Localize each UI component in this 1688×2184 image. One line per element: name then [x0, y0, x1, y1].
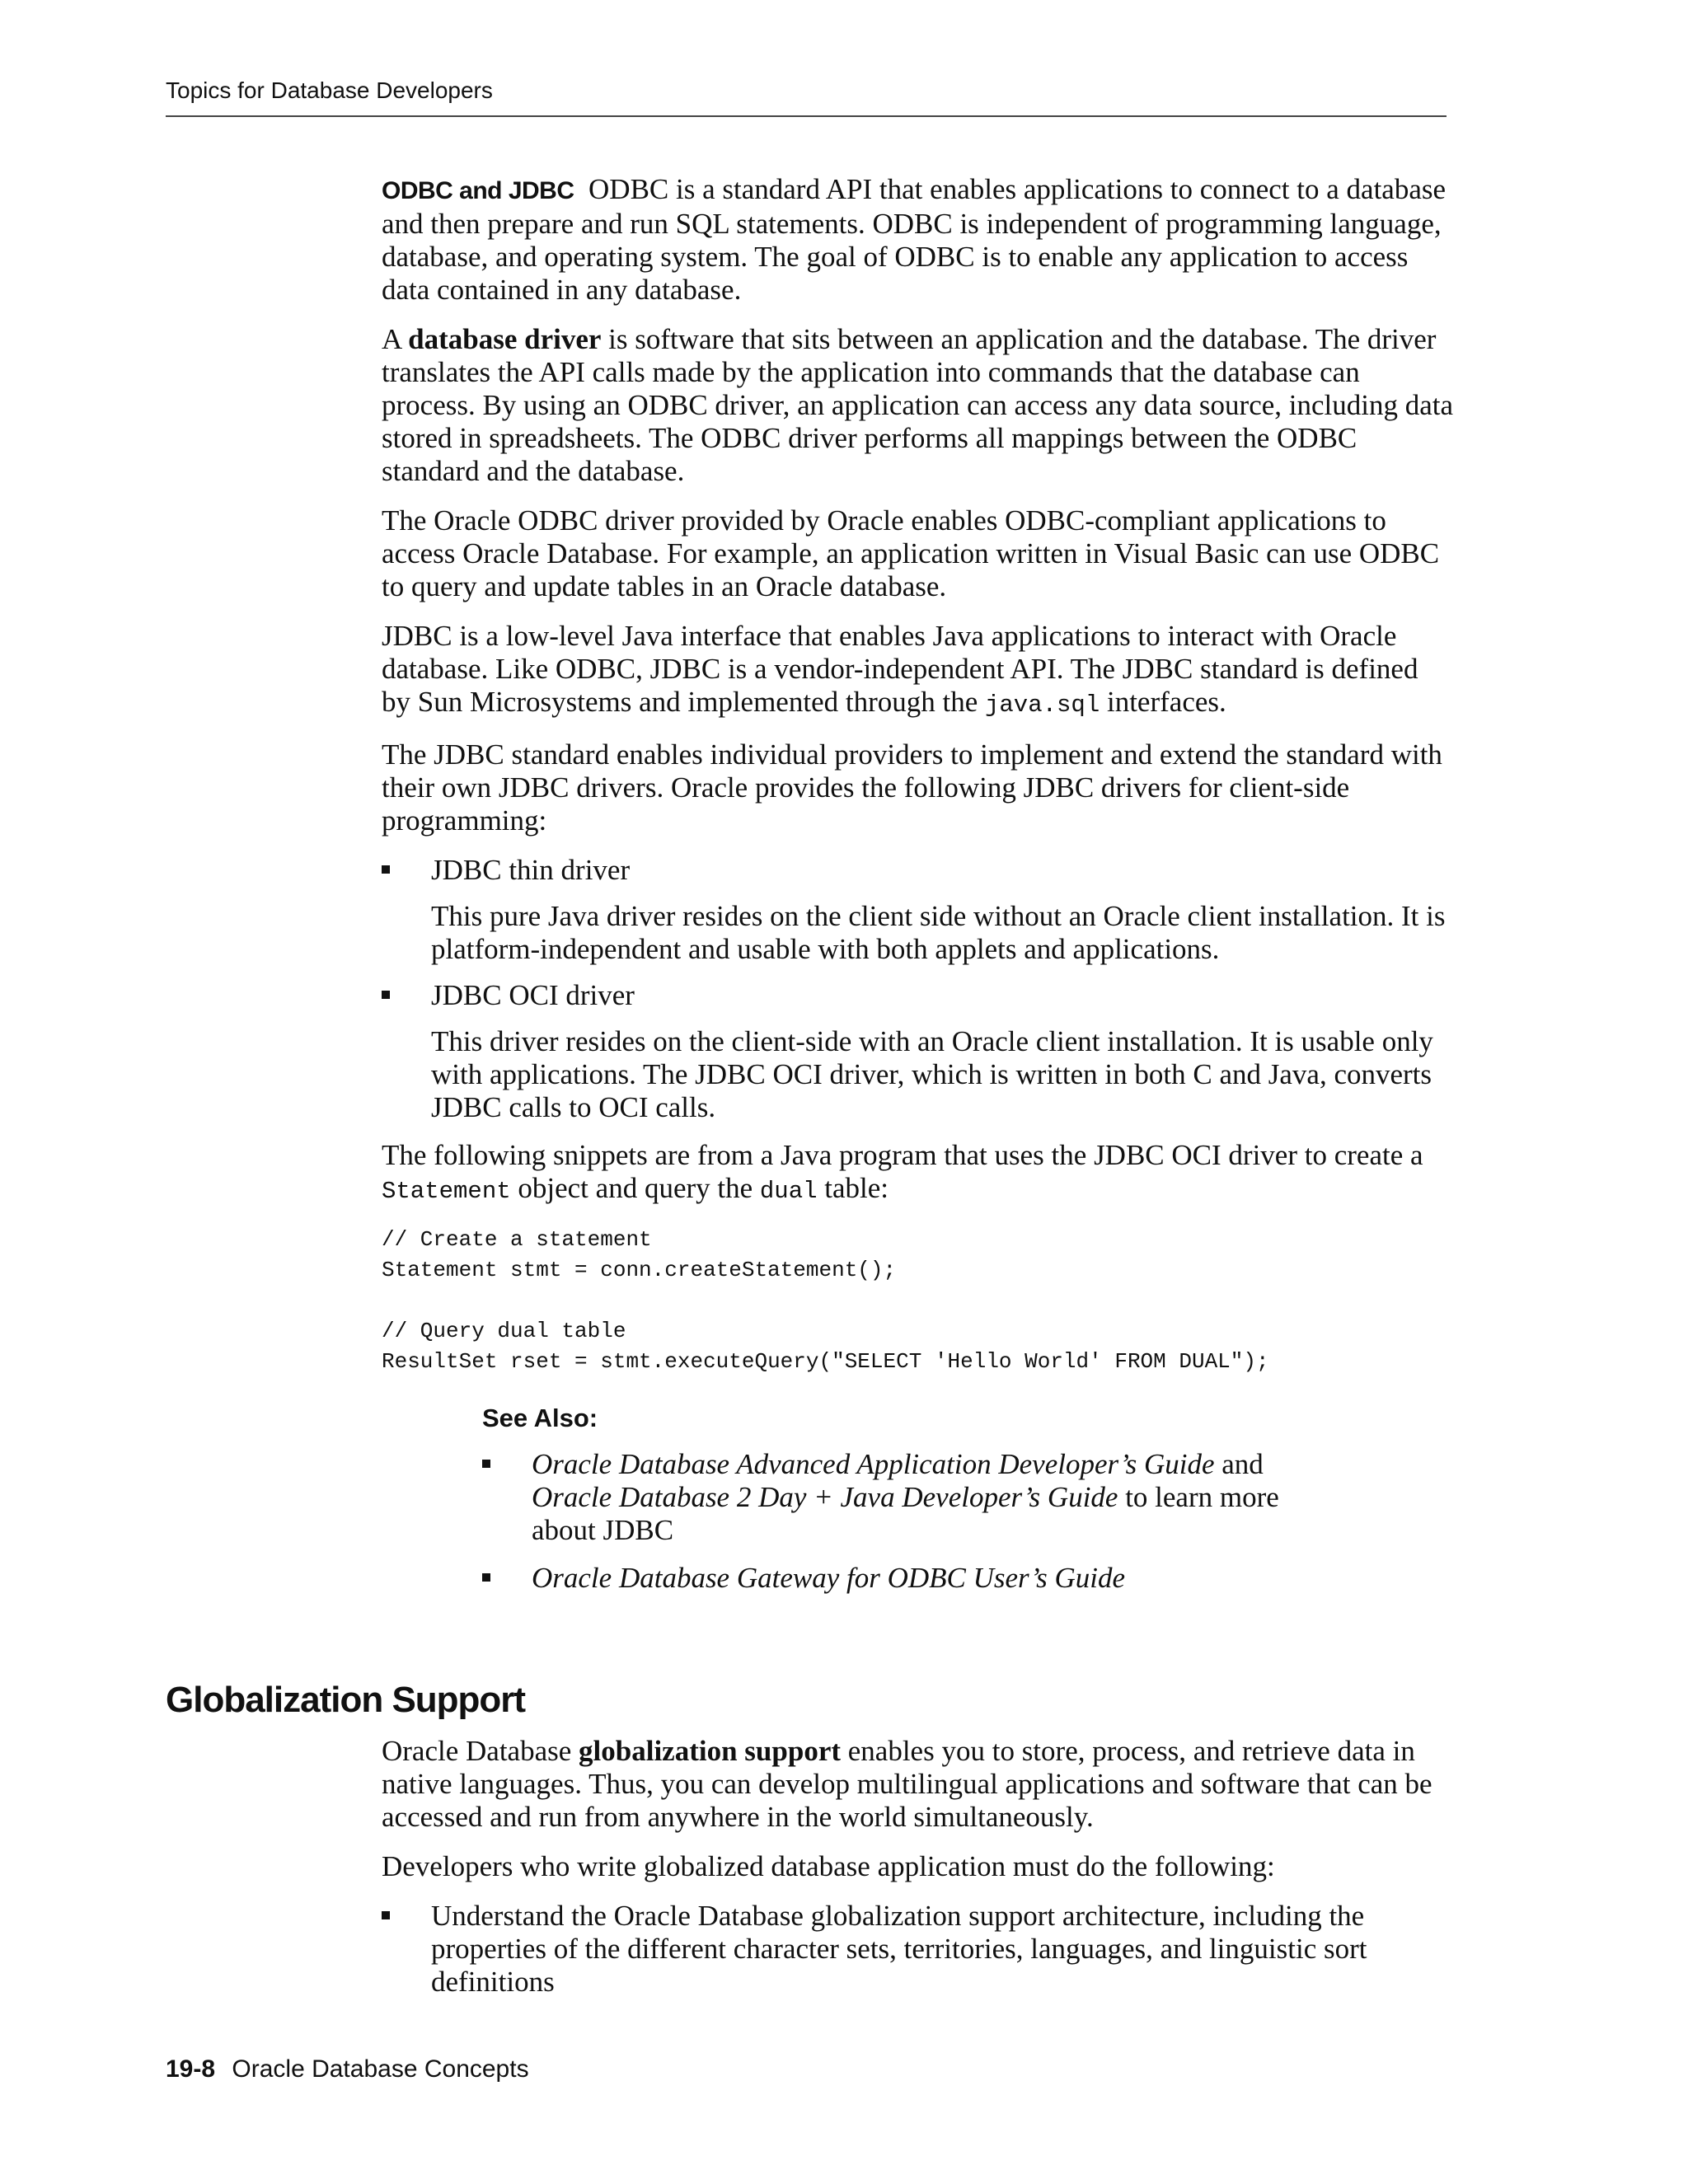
text-span: object and query the [510, 1172, 760, 1204]
book-title: Oracle Database Concepts [232, 2055, 529, 2083]
list-item [382, 1900, 1453, 1999]
bullet-square-icon [482, 1573, 490, 1582]
text-span: to learn more about JDBC [532, 1481, 1279, 1546]
jdbc-driver-list [382, 854, 1453, 1124]
text-span: is software that sits between an application and the database. The driver translates the API calls made by the application into commands that the database can process. By using an ODBC driver, an application can access any data source, including data stored in spreadsheets. The ODBC driver performs all mappings between the ODBC standard and the database. [382, 323, 1454, 487]
term-database-driver: database driver [408, 323, 602, 355]
globalization-paragraph-1 [382, 1735, 1453, 1834]
text-span: table: [817, 1172, 889, 1204]
snippet-intro-paragraph [382, 1139, 1453, 1208]
list-item [382, 979, 1453, 1124]
bullet-square-icon [482, 1460, 490, 1468]
see-also-list [482, 1448, 1306, 1595]
runin-heading: ODBC and JDBC [382, 177, 574, 204]
driver-description: This driver resides on the client-side with an Oracle client installation. It is usable only with applications. The JDBC OCI driver, which is written in both C and Java, converts JDBC calls to OCI calls. [431, 1025, 1433, 1123]
driver-title: JDBC thin driver [431, 854, 631, 886]
odbc-paragraph-3: The Oracle ODBC driver provided by Oracle enables ODBC-compliant applications to access Oracle Database. For example, an application written in Visual Basic can use ODBC to query and update tables in an Oracle database. [382, 504, 1440, 602]
code-java-sql: java.sql [985, 691, 1100, 719]
book-title-link: Oracle Database Gateway for ODBC User’s Guide [532, 1562, 1126, 1594]
text-span: interfaces. [1100, 686, 1226, 718]
see-also-heading: See Also: [482, 1404, 598, 1432]
header-rule [166, 115, 1447, 117]
code-line: // Query dual table [382, 1319, 626, 1343]
term-globalization-support: globalization support [579, 1735, 842, 1767]
book-title-link: Oracle Database 2 Day + Java Developer’s Guide [532, 1481, 1118, 1513]
bullet-square-icon [382, 865, 390, 874]
text-span: The following snippets are from a Java program that uses the JDBC OCI driver to create a [382, 1139, 1423, 1171]
globalization-section [382, 1735, 1453, 2013]
driver-description: This pure Java driver resides on the client side without an Oracle client installation. It is platform-independent and usable with both applets and applications. [431, 900, 1446, 965]
code-statement: Statement [382, 1178, 511, 1205]
code-line-blank [382, 1286, 1453, 1316]
list-item [482, 1562, 1306, 1595]
text-span: and [1214, 1448, 1264, 1480]
running-header: Topics for Database Developers [166, 77, 493, 103]
list-item [382, 854, 1453, 966]
jdbc-paragraph-2: The JDBC standard enables individual providers to implement and extend the standard with their own JDBC drivers. Oracle provides the following JDBC drivers for client-side programming: [382, 738, 1442, 837]
bullet-square-icon [382, 1911, 390, 1919]
book-title-link: Oracle Database Advanced Application Developer’s Guide [532, 1448, 1215, 1480]
text-span: JDBC is a low-level Java interface that enables Java applications to interact with Oracle database. Like ODBC, JDBC is a vendor-independent API. The JDBC standard is defined by Sun Microsystems and implemented through the [382, 620, 1418, 718]
page-number: 19-8 [166, 2055, 216, 2083]
driver-title: JDBC OCI driver [431, 979, 635, 1011]
code-line: ResultSet rset = stmt.executeQuery("SELECT 'Hello World' FROM DUAL"); [382, 1349, 1269, 1374]
text-span: enables you to store, process, and retrieve data in native languages. Thus, you can develop multilingual applications and software that can be accessed and run from anywhere in the world simultaneously. [382, 1735, 1432, 1833]
code-block [382, 1225, 1453, 1377]
odbc-jdbc-section [382, 173, 1453, 1610]
text-span: Oracle Database [382, 1735, 579, 1767]
code-dual: dual [759, 1178, 818, 1205]
list-item-text: Understand the Oracle Database globalization support architecture, including the properties of the different character sets, territories, languages, and linguistic sort definitions [431, 1900, 1367, 1998]
odbc-p1-text: ODBC is a standard API that enables applications to connect to a database and then prepare and run SQL statements. ODBC is independent of programming language, database, and operating system. The goal of ODBC is to enable any application to access data contained in any database. [382, 173, 1447, 306]
text-span: A [382, 323, 409, 355]
code-line: Statement stmt = conn.createStatement(); [382, 1258, 897, 1282]
list-item [482, 1448, 1306, 1547]
code-line: // Create a statement [382, 1227, 652, 1252]
globalization-paragraph-2: Developers who write globalized database application must do the following: [382, 1850, 1275, 1882]
jdbc-paragraph-1 [382, 620, 1453, 722]
odbc-paragraph-2 [382, 323, 1453, 488]
globalization-list [382, 1900, 1453, 1999]
bullet-square-icon [382, 991, 390, 999]
page-footer [166, 2055, 529, 2083]
odbc-paragraph-1 [382, 173, 1453, 307]
see-also-box [482, 1402, 1306, 1595]
section-heading-globalization: Globalization Support [166, 1680, 526, 1720]
